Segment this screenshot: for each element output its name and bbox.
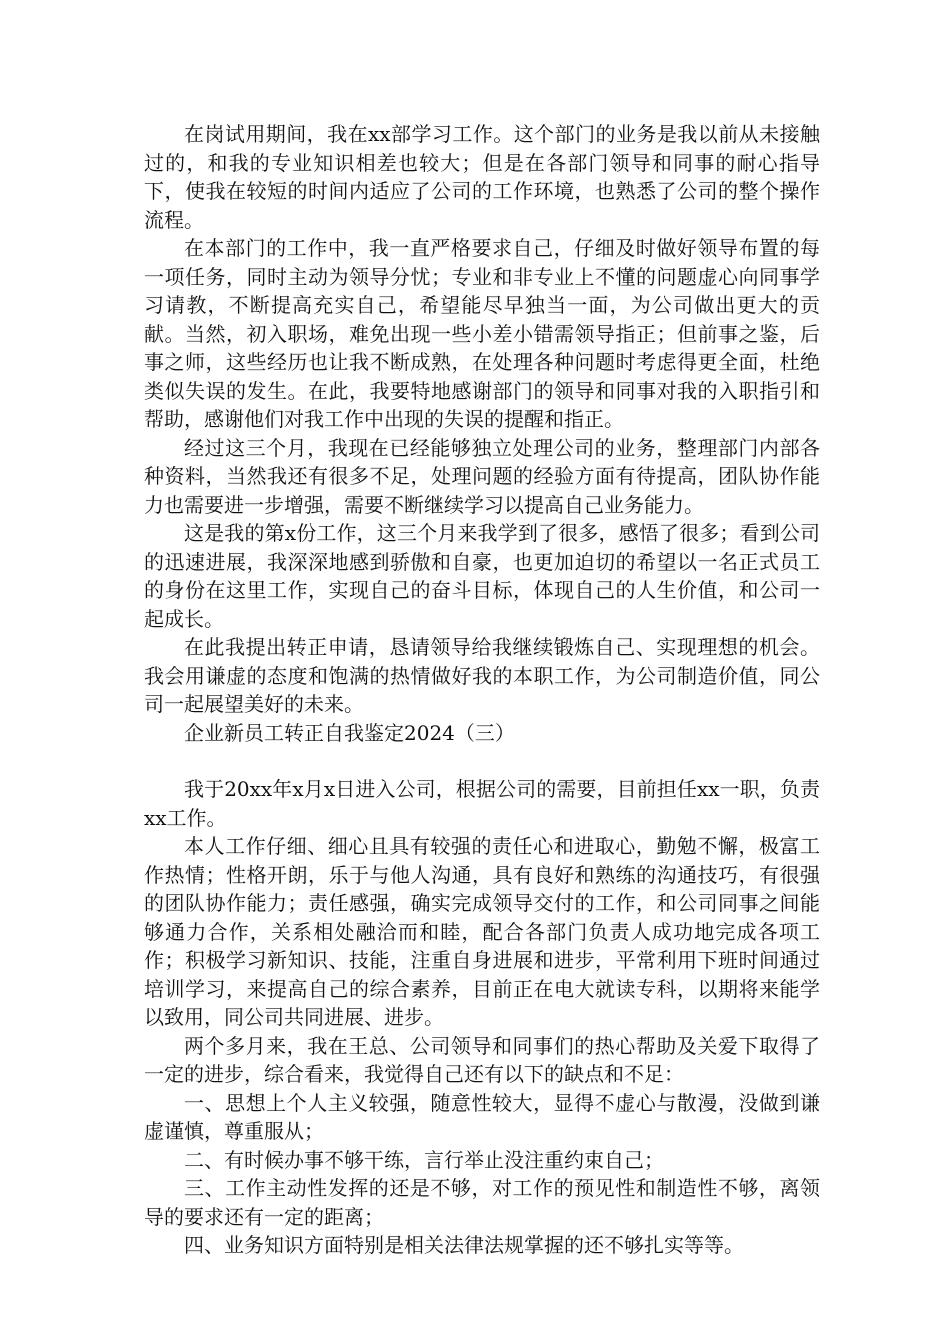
blank-line bbox=[144, 747, 820, 775]
paragraph-self-evaluation: 本人工作仔细、细心且具有较强的责任心和进取心，勤勉不懈，极富工作热情；性格开朗，乐于与他人沟通，具有良好和熟练的沟通技巧，有很强的团队协作能力；责任感强，确实完成领导交付的工作，和公司同事之间能够通力合作，关系相处融洽而和睦，配合各部门负责人成功地完成各项工作；积极学习新知识、技能，注重自身进展和进步，平常利用下班时间通过培训学习，来提高自己的综合素养，目前正在电大就读专科，以期将来能学以致用，同公司共同进展、进步。 bbox=[144, 834, 820, 1029]
paragraph-department-work: 在本部门的工作中，我一直严格要求自己，仔细及时做好领导布置的每一项任务，同时主动为领导分忧；专业和非专业上不懂的问题虚心向同事学习请教，不断提高充实自己，希望能尽早独当一面，为公司做出更大的贡献。当然，初入职场，难免出现一些小差小错需领导指正；但前事之鉴，后事之师，这些经历也让我不断成熟，在处理各种问题时考虑得更全面，杜绝类似失误的发生。在此，我要特地感谢部门的领导和同事对我的入职指引和帮助，感谢他们对我工作中出现的失误的提醒和指正。 bbox=[144, 236, 820, 431]
paragraph-job-growth: 这是我的第x份工作，这三个月来我学到了很多，感悟了很多；看到公司的迅速进展，我深深地感到骄傲和自豪，也更加迫切的希望以一名正式员工的身份在这里工作，实现自己的奋斗目标，体现自己的人生价值，和公司一起成长。 bbox=[144, 521, 820, 631]
list-item-shortcoming-1: 一、思想上个人主义较强，随意性较大，显得不虚心与散漫，没做到谦虚谨慎，尊重服从； bbox=[144, 1090, 820, 1143]
document-body bbox=[144, 120, 820, 1260]
list-item-shortcoming-2: 二、有时候办事不够干练，言行举止没注重约束自己； bbox=[184, 1147, 664, 1172]
list-item-shortcoming-3: 三、工作主动性发挥的还是不够，对工作的预见性和制造性不够，离领导的要求还有一定的距离； bbox=[144, 1176, 820, 1229]
paragraph-join-date: 我于20xx年x月x日进入公司，根据公司的需要，目前担任xx一职，负责xx工作。 bbox=[144, 777, 820, 830]
paragraph-shortcomings-intro: 两个多月来，我在王总、公司领导和同事们的热心帮助及关爱下取得了一定的进步，综合看来，我觉得自己还有以下的缺点和不足： bbox=[144, 1033, 820, 1086]
paragraph-probation-study: 在岗试用期间，我在xx部学习工作。这个部门的业务是我以前从未接触过的，和我的专业知识相差也较大；但是在各部门领导和同事的耐心指导下，使我在较短的时间内适应了公司的工作环境，也熟悉了公司的整个操作流程。 bbox=[144, 122, 820, 232]
paragraph-application: 在此我提出转正申请，恳请领导给我继续锻炼自己、实现理想的机会。我会用谦虚的态度和饱满的热情做好我的本职工作，为公司制造价值，同公司一起展望美好的未来。 bbox=[144, 635, 820, 716]
section-title: 企业新员工转正自我鉴定2024（三） bbox=[184, 720, 515, 745]
paragraph-three-months: 经过这三个月，我现在已经能够独立处理公司的业务，整理部门内部各种资料，当然我还有很多不足，处理问题的经验方面有待提高，团队协作能力也需要进一步增强，需要不断继续学习以提高自己业务能力。 bbox=[144, 435, 820, 517]
list-item-shortcoming-4: 四、业务知识方面特别是相关法律法规掌握的还不够扎实等等。 bbox=[184, 1233, 744, 1257]
